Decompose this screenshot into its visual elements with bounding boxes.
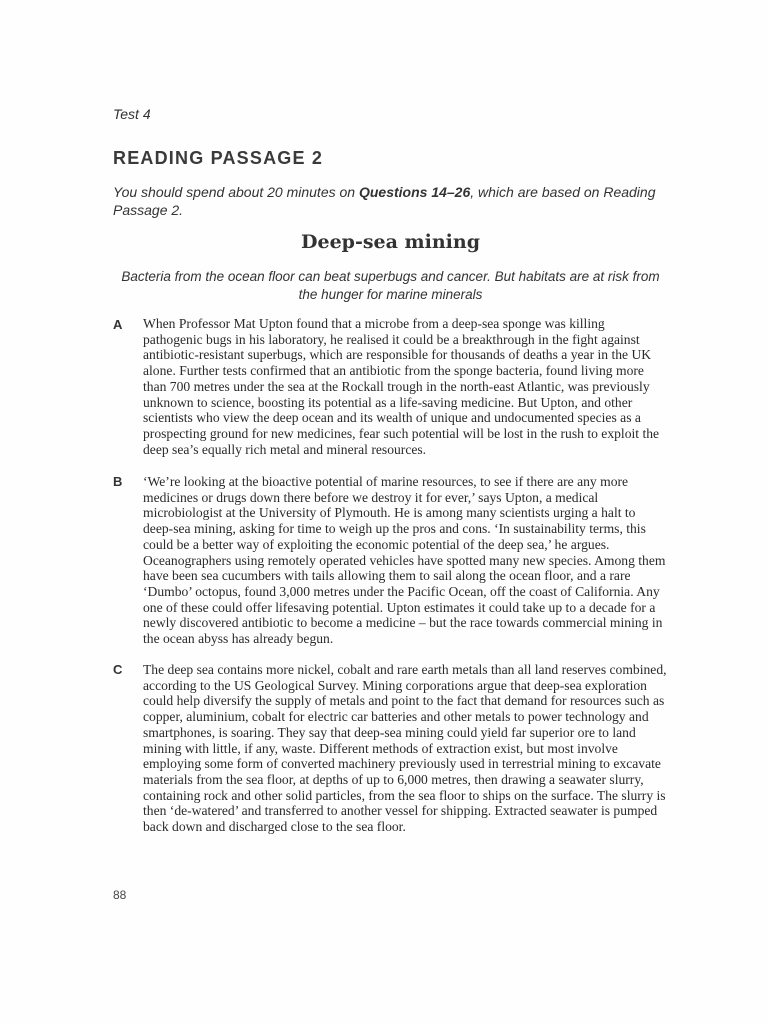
instructions-pre: You should spend about 20 minutes on [113,184,359,200]
paragraph-b: ‘We’re looking at the bioactive potential of marine resources, to see if there are any more medicines or drugs down there before we destroy it for ever,’ says Upton, a medical microbiologist at the University of Plymouth. He is among many scientists urging a halt to deep-sea mining, asking for time to weigh up the pros and cons. ‘In sustainability terms, this could be a better way of exploiting the economic potential of the deep sea,’ he argues. Oceanographers using remotely operated vehicles have spotted many new species. Among them have been sea cucumbers with tails allowing them to sail along the ocean floor, and a rare ‘Dumbo’ octopus, found 3,000 metres under the Pacific Ocean, off the coast of California. Any one of these could offer lifesaving potential. Upton estimates it could take up to a decade for a newly discovered antibiotic to become a medicine – but the race towards commercial mining in the ocean abyss has already begun. [143,474,666,647]
test-label: Test 4 [113,106,151,122]
passage-title: Deep-sea mining [301,231,480,253]
page-number: 88 [113,888,127,902]
instructions-post: , which are based on Reading Passage 2. [113,184,656,218]
paragraph-a: When Professor Mat Upton found that a microbe from a deep-sea sponge was killing pathogenic bugs in his laboratory, he realised it could be a breakthrough in the fight against antibiotic-resistant superbugs, which are responsible for thousands of deaths a year in the UK alone. Further tests confirmed that an antibiotic from the sponge bacteria, found living more than 700 metres under the sea at the Rockall trough in the north-east Atlantic, was previously unknown to science, boosting its potential as a life-saving medicine. But Upton, and other scientists who view the deep ocean and its wealth of unique and undocumented species as a prospecting ground for new medicines, fear such potential will be lost in the rush to exploit the deep sea’s equally rich metal and mineral resources. [143,316,660,457]
paragraph-letter-a: A [113,317,123,332]
passage-subtitle: Bacteria from the ocean floor can beat superbugs and cancer. But habitats are at risk from the hunger for marine minerals [121,269,660,302]
paragraph-letter-c: C [113,662,123,677]
paragraph-c: The deep sea contains more nickel, cobalt and rare earth metals than all land reserves combined, according to the US Geological Survey. Mining corporations argue that deep-sea exploration could help diversify the supply of metals and point to the fact that demand for resources such as copper, aluminium, cobalt for electric car batteries and other metals to power technology and smartphones, is soaring. They say that deep-sea mining could yield far superior ore to land mining with little, if any, waste. Different methods of extraction exist, but most involve employing some form of converted machinery previously used in terrestrial mining to excavate materials from the sea floor, at depths of up to 6,000 metres, then drawing a seawater slurry, containing rock and other solid particles, from the sea floor to ships on the surface. The slurry is then ‘de-watered’ and transferred to another vessel for shipping. Extracted seawater is pumped back down and discharged close to the sea floor. [143,662,667,835]
section-heading: READING PASSAGE 2 [113,148,324,168]
instructions-questions: Questions 14–26 [358,184,471,200]
instructions [113,183,668,219]
paragraph-letter-b: B [113,474,123,489]
